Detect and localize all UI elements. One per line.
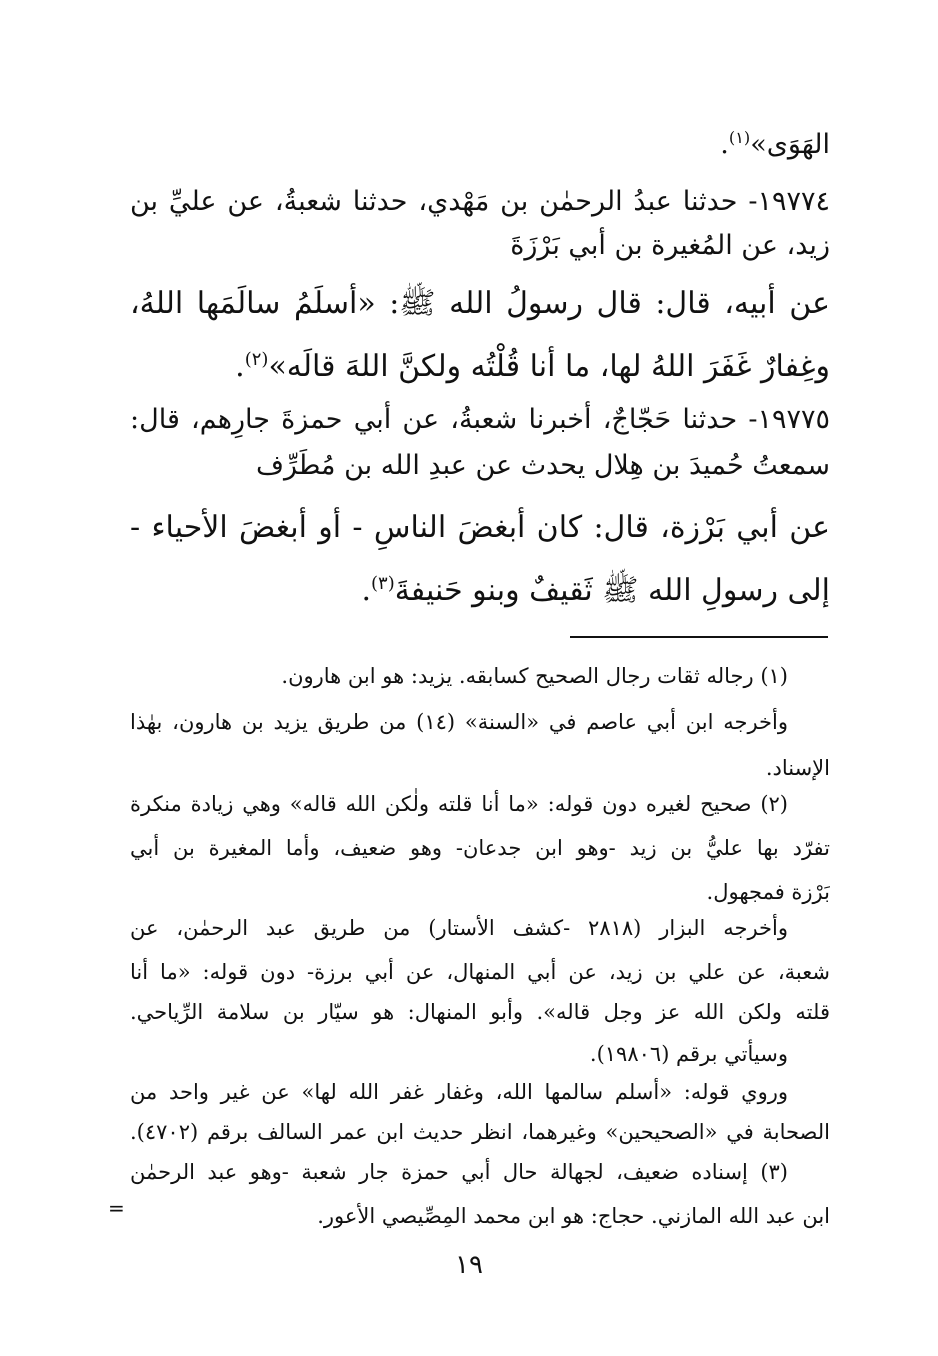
footnote-1-line-2: وأخرجه ابن أبي عاصم في «السنة» (١٤) من طريق يزيد بن هارون، بهٰذا [130,710,788,734]
text-segment: وغِفارٌ غَفَرَ اللهُ لها، ما أنا قُلْتُه ولكنَّ اللهَ قالَه» [268,349,830,384]
text-segment: . [235,349,245,384]
hadith-19775-matn-1: عن أبي بَرْزة، قال: كان أبغضَ الناسِ - أو أبغضَ الأحياء - [130,510,830,545]
footnote-2-line-6: قلته ولكن الله عز وجل قاله». وأبو المنهال: هو سيّار بن سلامة الرِّياحي. [130,1000,830,1024]
footnote-ref-1[interactable]: (١) [728,128,751,147]
footnote-1-line-3: الإسناد. [765,756,830,780]
footnote-2-line-4: وأخرجه البزار (٢٨١٨ -كشف الأستار) من طريق عبد الرحمٰن، عن [130,916,788,940]
footnote-2-line-5: شعبة، عن علي بن زيد، عن أبي المنهال، عن أبي برزة- دون قوله: «ما أنا [130,960,830,984]
footnote-2-line-8: وروي قوله: «أسلم سالمها الله، وغفار غفر الله لها» عن غير واحد من [130,1080,788,1104]
page-number: ١٩ [455,1250,483,1280]
text-segment: . [361,573,371,608]
footnote-ref-3[interactable]: (٣) [370,573,395,594]
hadith-19774-matn-1: عن أبيه، قال: قال رسولُ الله ﷺ: «أسلَمُ سالَمَها اللهُ، [130,286,830,321]
hadith-19775-matn-2 [130,562,830,613]
footnote-2-line-7: وسيأتي برقم (١٩٨٠٦). [589,1042,788,1066]
footnote-2-line-2: تفرّد بها عليُّ بن زيد -وهو ابن جدعان- وهو ضعيف، وأما المغيرة بن أبي [130,836,830,860]
footnote-separator [570,636,828,638]
text-segment: الهَوَى» [750,129,830,160]
hadith-19774-matn-2 [130,338,830,389]
footnote-3-line-2: ابن عبد الله المازني. حجاج: هو ابن محمد المِصِّيصي الأعور. [317,1204,830,1228]
text-line-1 [130,118,830,165]
footnote-ref-2[interactable]: (٢) [244,349,269,370]
hadith-19774-line-1: ١٩٧٧٤- حدثنا عبدُ الرحمٰن بن مَهْدي، حدثنا شعبةُ، عن عليِّ بن [130,186,830,217]
hadith-19775-line-1: ١٩٧٧٥- حدثنا حَجّاجٌ، أخبرنا شعبةُ، عن أبي حمزةَ جارِهم، قال: [130,404,830,435]
hadith-19775-line-2: سمعتُ حُميدَ بن هِلال يحدث عن عبدِ الله بن مُطَرِّف [255,450,830,481]
footnote-3-line-1: (٣) إسناده ضعيف، لجهالة حال أبي حمزة جار شعبة -وهو عبد الرحمٰن [130,1160,788,1184]
footnote-2-line-3: بَرْزة فمجهول. [706,880,830,904]
text-segment: . [720,129,729,160]
continuation-mark: = [108,1196,125,1220]
footnote-2-line-9: الصحابة في «الصحيحين» وغيرهما، انظر حديث ابن عمر السالف برقم (٤٧٠٢). [130,1120,830,1144]
hadith-19774-line-2: زيد، عن المُغيرة بن أبي بَرْزَةَ [510,230,830,261]
footnote-1-line-1: (١) رجاله ثقات رجال الصحيح كسابقه. يزيد: هو ابن هارون. [281,664,788,688]
text-segment: إلى رسولِ الله ﷺ ثَقيفٌ وبنو حَنيفةَ [394,573,830,608]
footnote-2-line-1: (٢) صحيح لغيره دون قوله: «ما أنا قلته ولٰكن الله قاله» وهي زيادة منكرة [130,792,788,816]
